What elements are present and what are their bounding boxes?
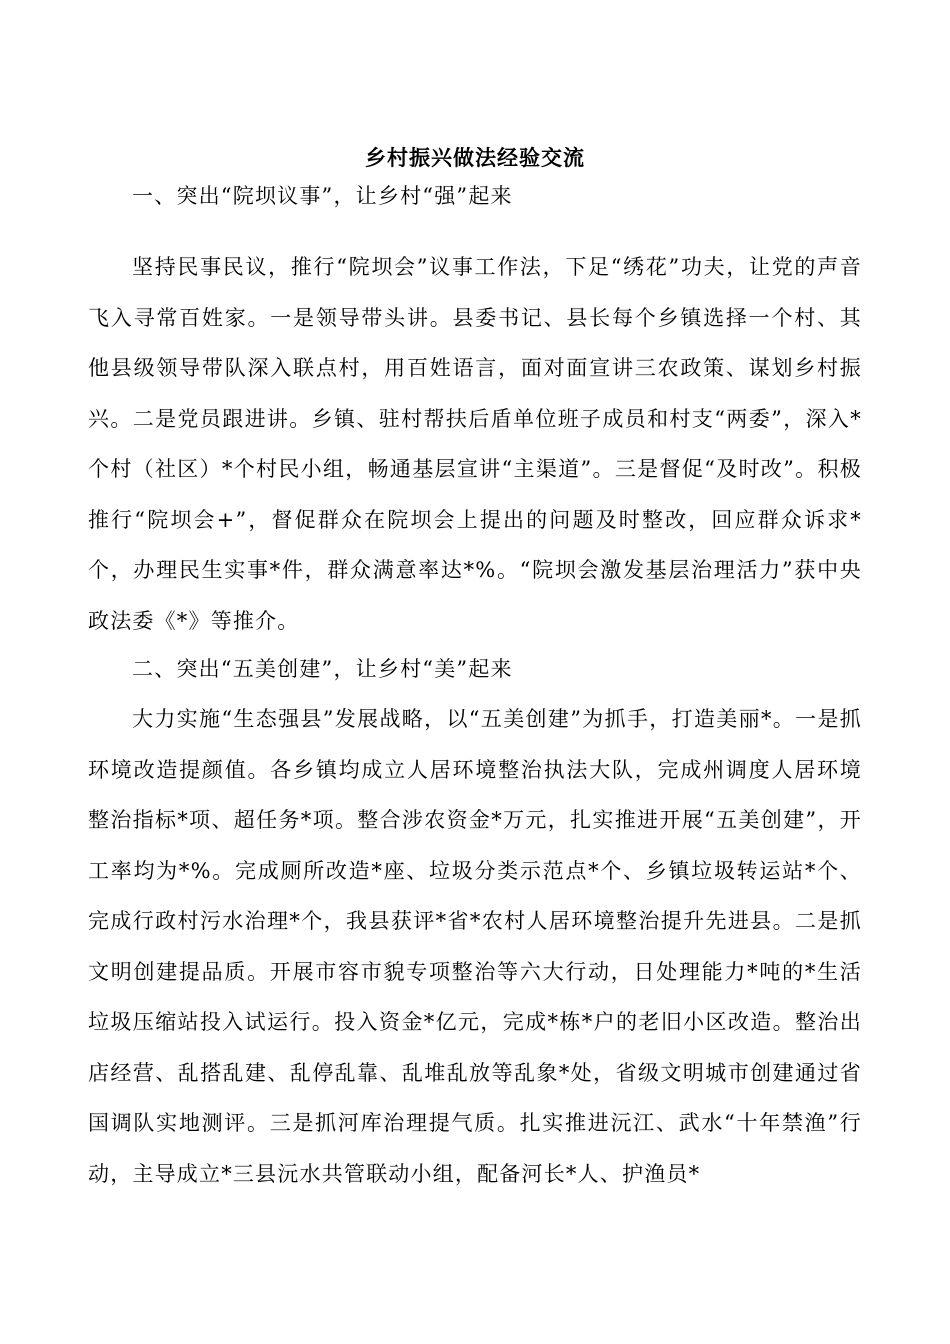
section-paragraph-1: 坚持民事民议，推行“院坝会”议事工作法，下足“绣花”功夫，让党的声音飞入寻常百姓家。一是领导带头讲。县委书记、县长每个乡镇选择一个村、其他县级领导带队深入联点村，用百姓语言，面对面宣讲三农政策、谋划乡村振兴。二是党员跟进讲。乡镇、驻村帮扶后盾单位班子成员和村支“两委”，深入*个村（社区）*个村民小组，畅通基层宣讲“主渠道”。三是督促“及时改”。积极推行“院坝会+”，督促群众在院坝会上提出的问题及时整改，回应群众诉求*个，办理民生实事*件，群众满意率达*%。“院坝会激发基层治理活力”获中央政法委《*》等推介。 xyxy=(88,255,862,633)
document-title: 乡村振兴做法经验交流 xyxy=(365,145,585,170)
section-heading-1: 一、突出“院坝议事”，让乡村“强”起来 xyxy=(132,184,513,208)
section-heading-2: 二、突出“五美创建”，让乡村“美”起来 xyxy=(132,657,513,681)
section-paragraph-2: 大力实施“生态强县”发展战略，以“五美创建”为抓手，打造美丽*。一是抓环境改造提颜值。各乡镇均成立人居环境整治执法大队，完成州调度人居环境整治指标*项、超任务*项。整合涉农资金*万元，扎实推进开展“五美创建”，开工率均为*%。完成厕所改造*座、垃圾分类示范点*个、乡镇垃圾转运站*个、完成行政村污水治理*个，我县获评*省*农村人居环境整治提升先进县。二是抓文明创建提品质。开展市容市貌专项整治等六大行动，日处理能力*吨的*生活垃圾压缩站投入试运行。投入资金*亿元，完成*栋*户的老旧小区改造。整治出店经营、乱搭乱建、乱停乱靠、乱堆乱放等乱象*处，省级文明城市创建通过省国调队实地测评。三是抓河库治理提气质。扎实推进沅江、武水“十年禁渔”行动，主导成立*三县沅水共管联动小组，配备河长*人、护渔员* xyxy=(88,707,862,1186)
